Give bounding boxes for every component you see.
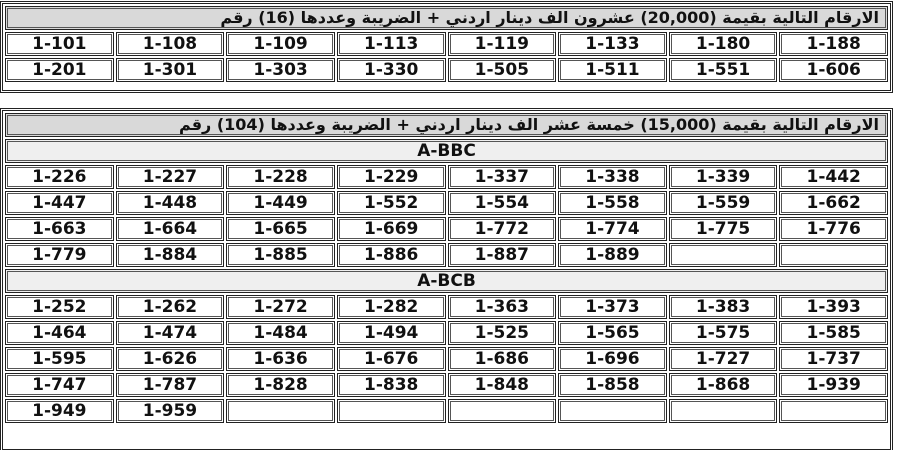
number-cell: 1-337 — [448, 165, 557, 189]
table-row — [5, 399, 888, 423]
number-cell: 1-774 — [558, 217, 667, 241]
number-cell: 1-227 — [116, 165, 225, 189]
table-15000-grid — [3, 111, 890, 425]
number-cell: 1-848 — [448, 373, 557, 397]
number-cell: 1-494 — [337, 321, 446, 345]
number-cell: 1-229 — [337, 165, 446, 189]
number-cell: 1-663 — [5, 217, 114, 241]
number-cell — [337, 399, 446, 423]
number-cell: 1-442 — [779, 165, 888, 189]
number-cell: 1-559 — [669, 191, 778, 215]
number-cell: 1-787 — [116, 373, 225, 397]
number-cell: 1-884 — [116, 243, 225, 267]
number-cell: 1-282 — [337, 295, 446, 319]
number-cell: 1-575 — [669, 321, 778, 345]
number-cell: 1-303 — [226, 58, 335, 82]
number-cell: 1-449 — [226, 191, 335, 215]
number-cell: 1-662 — [779, 191, 888, 215]
table-title: الارقام التالية بقيمة (15,000) خمسة عشر الف دينار اردني + الضريبة وعددها (104) رقم — [5, 113, 888, 137]
table-row — [5, 58, 888, 82]
number-cell: 1-585 — [779, 321, 888, 345]
number-cell: 1-252 — [5, 295, 114, 319]
number-cell: 1-119 — [448, 32, 557, 56]
number-cell: 1-838 — [337, 373, 446, 397]
table-row — [5, 32, 888, 56]
number-cell: 1-727 — [669, 347, 778, 371]
number-cell: 1-188 — [779, 32, 888, 56]
number-cell: 1-262 — [116, 295, 225, 319]
number-cell: 1-511 — [558, 58, 667, 82]
table-row — [5, 321, 888, 345]
number-cell — [448, 399, 557, 423]
number-cell: 1-447 — [5, 191, 114, 215]
number-cell: 1-686 — [448, 347, 557, 371]
table-row — [5, 217, 888, 241]
table-row — [5, 243, 888, 267]
table-row — [5, 191, 888, 215]
number-cell: 1-885 — [226, 243, 335, 267]
number-cell: 1-109 — [226, 32, 335, 56]
number-cell: 1-669 — [337, 217, 446, 241]
number-cell: 1-772 — [448, 217, 557, 241]
number-cell: 1-373 — [558, 295, 667, 319]
number-cell: 1-551 — [669, 58, 778, 82]
number-cell: 1-959 — [116, 399, 225, 423]
number-cell: 1-696 — [558, 347, 667, 371]
number-cell: 1-101 — [5, 32, 114, 56]
number-cell: 1-636 — [226, 347, 335, 371]
table-row — [5, 347, 888, 371]
number-cell: 1-889 — [558, 243, 667, 267]
number-cell: 1-747 — [5, 373, 114, 397]
number-cell: 1-484 — [226, 321, 335, 345]
number-cell: 1-301 — [116, 58, 225, 82]
number-cell — [779, 399, 888, 423]
number-cell: 1-448 — [116, 191, 225, 215]
number-cell: 1-868 — [669, 373, 778, 397]
group-label: A-BCB — [5, 269, 888, 293]
table-row — [5, 295, 888, 319]
number-cell: 1-858 — [558, 373, 667, 397]
number-cell — [669, 399, 778, 423]
number-cell — [226, 399, 335, 423]
number-cell: 1-464 — [5, 321, 114, 345]
number-cell: 1-201 — [5, 58, 114, 82]
number-cell: 1-339 — [669, 165, 778, 189]
number-cell: 1-676 — [337, 347, 446, 371]
table-20000-grid — [3, 4, 890, 84]
number-cell: 1-565 — [558, 321, 667, 345]
number-cell: 1-108 — [116, 32, 225, 56]
number-cell: 1-226 — [5, 165, 114, 189]
number-cell: 1-779 — [5, 243, 114, 267]
number-cell: 1-383 — [669, 295, 778, 319]
number-cell: 1-113 — [337, 32, 446, 56]
number-cell: 1-776 — [779, 217, 888, 241]
number-cell: 1-828 — [226, 373, 335, 397]
number-cell: 1-180 — [669, 32, 778, 56]
number-cell: 1-595 — [5, 347, 114, 371]
number-cell: 1-330 — [337, 58, 446, 82]
number-cell: 1-949 — [5, 399, 114, 423]
number-cell: 1-525 — [448, 321, 557, 345]
number-cell: 1-474 — [116, 321, 225, 345]
table-title: الارقام التالية بقيمة (20,000) عشرون الف دينار اردني + الضريبة وعددها (16) رقم — [5, 6, 888, 30]
number-cell: 1-272 — [226, 295, 335, 319]
price-table-20000 — [2, 3, 891, 91]
number-cell: 1-737 — [779, 347, 888, 371]
number-cell: 1-338 — [558, 165, 667, 189]
number-cell: 1-552 — [337, 191, 446, 215]
number-cell: 1-228 — [226, 165, 335, 189]
table-row — [5, 373, 888, 397]
number-cell: 1-939 — [779, 373, 888, 397]
number-cell: 1-133 — [558, 32, 667, 56]
price-table-15000 — [2, 110, 891, 450]
number-cell — [779, 243, 888, 267]
number-cell: 1-887 — [448, 243, 557, 267]
number-cell: 1-558 — [558, 191, 667, 215]
number-cell: 1-886 — [337, 243, 446, 267]
number-cell: 1-363 — [448, 295, 557, 319]
number-cell: 1-393 — [779, 295, 888, 319]
number-cell — [669, 243, 778, 267]
number-cell: 1-665 — [226, 217, 335, 241]
number-cell: 1-775 — [669, 217, 778, 241]
number-cell: 1-505 — [448, 58, 557, 82]
number-cell: 1-626 — [116, 347, 225, 371]
group-label: A-BBC — [5, 139, 888, 163]
number-cell: 1-664 — [116, 217, 225, 241]
number-cell: 1-606 — [779, 58, 888, 82]
number-cell: 1-554 — [448, 191, 557, 215]
number-cell — [558, 399, 667, 423]
table-row — [5, 165, 888, 189]
